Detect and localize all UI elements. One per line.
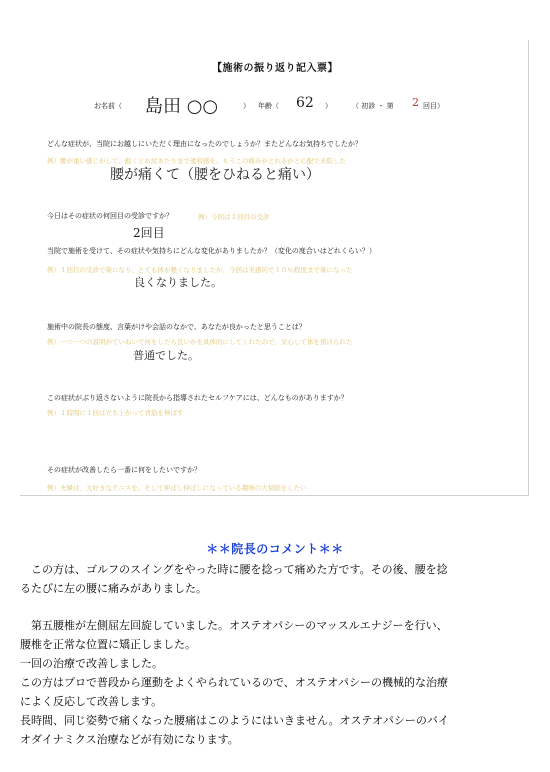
name-label: お名前（	[94, 102, 122, 110]
question-change: 当院で施術を受けて、その症状や気持ちにどんな変化がありましたか？（変化の度合いはどれくらい？）	[47, 247, 376, 255]
example-change: 例）１回目の受診で楽になり、とても体が軽くなりましたが、今回は実感的で１０％程度まで楽になった	[47, 266, 353, 274]
comment-p2-line1: 第五腰椎が左側屈左回旋していました。オステオパシーのマッスルエナジーを行い、	[20, 619, 448, 632]
example-goal: 例）夫婦は、大好きなテニスを。そして伸ばし伸ばしになっている趣味の大掃除をしたい	[47, 484, 307, 492]
comment-p1-line1: この方は、ゴルフのスイングをやった時に腰を捻って痛めた方です。その後、腰を捻	[20, 563, 448, 576]
example-visit-count: 例）今回は２回目の受診	[198, 213, 270, 221]
question-goal: その症状が改善したら一番に何をしたいですか？	[47, 466, 201, 474]
comment-p4-line2: によく反応して改善します。	[20, 695, 163, 708]
comment-p3: 一回の治療で改善しました。	[20, 657, 163, 670]
name-value: 島田 ○○	[145, 96, 219, 117]
question-symptom: どんな症状が、当院にお越しにいただく理由になったのでしょうか？またどんなお気持ちでしたか？	[47, 140, 362, 148]
visit-value: 2	[412, 96, 419, 109]
comment-p2-line2: 腰椎を正常な位置に矯正しました。	[20, 638, 196, 651]
example-self-care: 例）１時間に１回は立ち上がって背筋を伸ばす	[47, 409, 184, 417]
example-good-points: 例）一つ一つの説明がていねいで何をしたら良いかを具体的にしてくれたので、安心して体を預けられた	[47, 338, 353, 346]
question-visit-count: 今日はその症状の何回目の受診ですか？	[47, 212, 173, 220]
question-self-care: この症状がぶり返さないように院長から指導されたセルフケアには、どんなものがありますか？	[47, 394, 348, 402]
answer-change: 良くなりました。	[134, 276, 222, 289]
answer-symptom: 腰が痛くて（腰をひねると痛い）	[110, 167, 320, 183]
visit-suffix: 回目）	[423, 102, 444, 110]
comment-p1-line2: るたびに左の腰に痛みがありました。	[20, 582, 207, 595]
name-close: ）	[243, 102, 250, 110]
age-label: 年齢（	[258, 102, 279, 110]
form-title: 【施術の振り返り記入票】	[212, 63, 338, 74]
question-good-points: 施術中の院長の態度、言葉がけや会話のなかで、あなたが良かったと思うことは？	[47, 323, 306, 331]
answer-good-points: 普通でした。	[133, 349, 199, 362]
comment-title: ＊＊院長のコメント＊＊	[206, 542, 344, 556]
comment-p5-line2: オダイナミクス治療などが有効になります。	[20, 733, 239, 746]
answer-visit-count: 2回目	[133, 226, 165, 240]
age-close: ）	[325, 102, 332, 110]
comment-p5-line1: 長時間、同じ姿勢で痛くなった腰痛はこのようにはいきません。オステオパシーのバイ	[20, 714, 449, 727]
comment-p4-line1: この方はプロで普段から運動をよくやられているので、オステオパシーの機械的な治療	[20, 676, 449, 689]
visit-label: （ 初診 ・ 第	[352, 102, 394, 110]
example-symptom: 例）腰が重い感じがして、動くとお尻あたりまで違和感を、もうこの痛みがとれるかと心配で来院した	[47, 157, 346, 165]
age-value: 62	[296, 95, 314, 111]
